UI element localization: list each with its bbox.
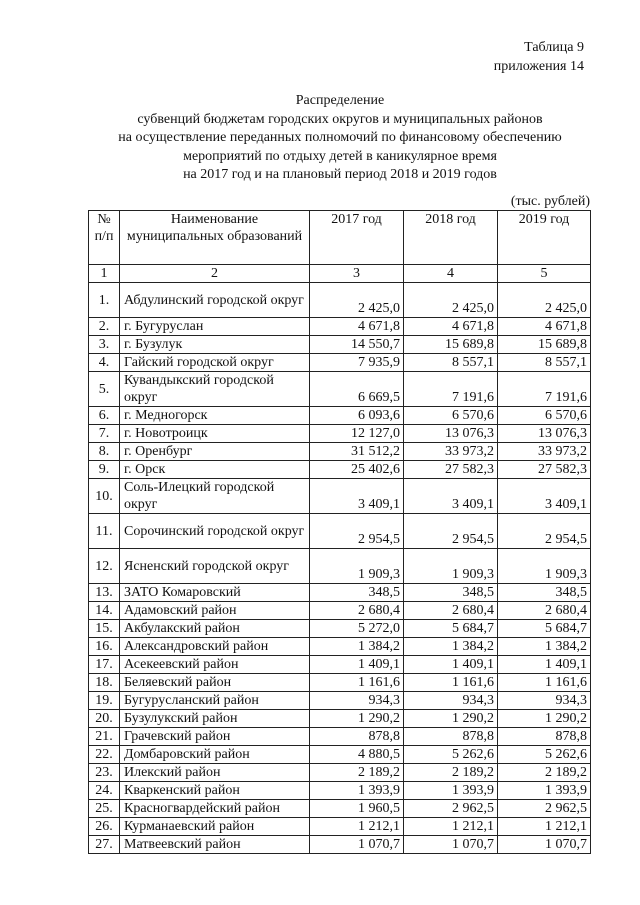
column-number-row bbox=[89, 265, 591, 283]
header-num: № п/п bbox=[89, 211, 120, 265]
municipality-name: Грачевский район bbox=[120, 728, 310, 746]
appendix-label: приложения 14 bbox=[493, 59, 584, 74]
row-number: 3. bbox=[89, 336, 120, 354]
table-row bbox=[89, 461, 591, 479]
value-2018: 5 262,6 bbox=[404, 746, 498, 764]
row-number: 2. bbox=[89, 318, 120, 336]
table-row bbox=[89, 602, 591, 620]
value-2018: 1 409,1 bbox=[404, 656, 498, 674]
row-number: 25. bbox=[89, 800, 120, 818]
table-row bbox=[89, 584, 591, 602]
table-row bbox=[89, 372, 591, 407]
value-2018: 33 973,2 bbox=[404, 443, 498, 461]
value-2018: 1 212,1 bbox=[404, 818, 498, 836]
value-2017: 4 880,5 bbox=[310, 746, 404, 764]
municipality-name: Акбулакский район bbox=[120, 620, 310, 638]
municipality-name: Бугурусланский район bbox=[120, 692, 310, 710]
value-2019: 934,3 bbox=[498, 692, 591, 710]
value-2018: 934,3 bbox=[404, 692, 498, 710]
value-2018: 1 909,3 bbox=[404, 549, 498, 584]
value-2017: 31 512,2 bbox=[310, 443, 404, 461]
table-row bbox=[89, 710, 591, 728]
table-row bbox=[89, 728, 591, 746]
table-row bbox=[89, 836, 591, 854]
value-2017: 1 960,5 bbox=[310, 800, 404, 818]
value-2019: 5 684,7 bbox=[498, 620, 591, 638]
value-2019: 4 671,8 bbox=[498, 318, 591, 336]
value-2017: 2 425,0 bbox=[310, 283, 404, 318]
row-number: 19. bbox=[89, 692, 120, 710]
value-2018: 7 191,6 bbox=[404, 372, 498, 407]
value-2017: 5 272,0 bbox=[310, 620, 404, 638]
value-2019: 2 189,2 bbox=[498, 764, 591, 782]
table-row bbox=[89, 656, 591, 674]
row-number: 24. bbox=[89, 782, 120, 800]
value-2018: 8 557,1 bbox=[404, 354, 498, 372]
value-2018: 878,8 bbox=[404, 728, 498, 746]
municipality-name: Матвеевский район bbox=[120, 836, 310, 854]
value-2017: 1 909,3 bbox=[310, 549, 404, 584]
value-2019: 13 076,3 bbox=[498, 425, 591, 443]
value-2018: 2 962,5 bbox=[404, 800, 498, 818]
row-number: 5. bbox=[89, 372, 120, 407]
value-2019: 1 212,1 bbox=[498, 818, 591, 836]
heading-line-3: на осуществление переданных полномочий по финансовому обеспечению bbox=[118, 130, 562, 145]
value-2019: 1 290,2 bbox=[498, 710, 591, 728]
heading-line-2: субвенций бюджетам городских округов и муниципальных районов bbox=[137, 111, 543, 127]
value-2019: 2 962,5 bbox=[498, 800, 591, 818]
municipality-name: Бузулукский район bbox=[120, 710, 310, 728]
value-2019: 6 570,6 bbox=[498, 407, 591, 425]
row-number: 15. bbox=[89, 620, 120, 638]
value-2017: 1 393,9 bbox=[310, 782, 404, 800]
value-2018: 1 384,2 bbox=[404, 638, 498, 656]
row-number: 10. bbox=[89, 479, 120, 514]
value-2017: 2 954,5 bbox=[310, 514, 404, 549]
municipality-name: г. Медногорск bbox=[120, 407, 310, 425]
value-2019: 1 161,6 bbox=[498, 674, 591, 692]
table-row bbox=[89, 514, 591, 549]
header-2019: 2019 год bbox=[498, 211, 591, 265]
row-number: 9. bbox=[89, 461, 120, 479]
municipality-name: Гайский городской округ bbox=[120, 354, 310, 372]
row-number: 13. bbox=[89, 584, 120, 602]
value-2018: 1 393,9 bbox=[404, 782, 498, 800]
row-number: 21. bbox=[89, 728, 120, 746]
column-number: 4 bbox=[404, 265, 498, 283]
units-note: (тыс. рублей) bbox=[510, 194, 590, 209]
row-number: 22. bbox=[89, 746, 120, 764]
value-2019: 8 557,1 bbox=[498, 354, 591, 372]
value-2018: 15 689,8 bbox=[404, 336, 498, 354]
table-row bbox=[89, 318, 591, 336]
row-number: 6. bbox=[89, 407, 120, 425]
value-2017: 2 189,2 bbox=[310, 764, 404, 782]
value-2019: 7 191,6 bbox=[498, 372, 591, 407]
value-2017: 348,5 bbox=[310, 584, 404, 602]
value-2017: 878,8 bbox=[310, 728, 404, 746]
table-row bbox=[89, 818, 591, 836]
heading-line-4: мероприятий по отдыху детей в каникулярное время bbox=[183, 148, 497, 164]
value-2019: 1 409,1 bbox=[498, 656, 591, 674]
value-2019: 1 909,3 bbox=[498, 549, 591, 584]
value-2018: 4 671,8 bbox=[404, 318, 498, 336]
value-2017: 1 409,1 bbox=[310, 656, 404, 674]
municipality-name: г. Новотроицк bbox=[120, 425, 310, 443]
value-2019: 2 680,4 bbox=[498, 602, 591, 620]
municipality-name: Абдулинский городской округ bbox=[120, 283, 310, 318]
table-row bbox=[89, 620, 591, 638]
value-2018: 2 189,2 bbox=[404, 764, 498, 782]
value-2018: 5 684,7 bbox=[404, 620, 498, 638]
value-2019: 1 070,7 bbox=[498, 836, 591, 854]
table-row bbox=[89, 549, 591, 584]
row-number: 17. bbox=[89, 656, 120, 674]
municipality-name: Домбаровский район bbox=[120, 746, 310, 764]
value-2019: 2 425,0 bbox=[498, 283, 591, 318]
value-2017: 1 161,6 bbox=[310, 674, 404, 692]
table-row bbox=[89, 782, 591, 800]
value-2017: 934,3 bbox=[310, 692, 404, 710]
value-2017: 1 070,7 bbox=[310, 836, 404, 854]
table-row bbox=[89, 283, 591, 318]
value-2018: 6 570,6 bbox=[404, 407, 498, 425]
value-2017: 1 290,2 bbox=[310, 710, 404, 728]
municipality-name: Беляевский район bbox=[120, 674, 310, 692]
municipality-name: Сорочинский городской округ bbox=[120, 514, 310, 549]
row-number: 18. bbox=[89, 674, 120, 692]
municipality-name: Кваркенский район bbox=[120, 782, 310, 800]
row-number: 4. bbox=[89, 354, 120, 372]
value-2018: 2 425,0 bbox=[404, 283, 498, 318]
column-number: 2 bbox=[120, 265, 310, 283]
value-2019: 27 582,3 bbox=[498, 461, 591, 479]
table-row bbox=[89, 443, 591, 461]
value-2017: 4 671,8 bbox=[310, 318, 404, 336]
municipality-name: Илекский район bbox=[120, 764, 310, 782]
table-row bbox=[89, 638, 591, 656]
municipality-name: Ясненский городской округ bbox=[120, 549, 310, 584]
value-2018: 2 680,4 bbox=[404, 602, 498, 620]
value-2018: 3 409,1 bbox=[404, 479, 498, 514]
column-number: 5 bbox=[498, 265, 591, 283]
municipality-name: г. Бузулук bbox=[120, 336, 310, 354]
value-2018: 1 161,6 bbox=[404, 674, 498, 692]
value-2017: 12 127,0 bbox=[310, 425, 404, 443]
value-2018: 348,5 bbox=[404, 584, 498, 602]
heading-line-5: на 2017 год и на плановый период 2018 и 2019 годов bbox=[183, 167, 497, 182]
table-row bbox=[89, 746, 591, 764]
municipality-name: Адамовский район bbox=[120, 602, 310, 620]
municipality-name: Красногвардейский район bbox=[120, 800, 310, 818]
value-2018: 13 076,3 bbox=[404, 425, 498, 443]
value-2019: 15 689,8 bbox=[498, 336, 591, 354]
row-number: 1. bbox=[89, 283, 120, 318]
value-2017: 25 402,6 bbox=[310, 461, 404, 479]
table-row bbox=[89, 354, 591, 372]
value-2018: 1 290,2 bbox=[404, 710, 498, 728]
value-2018: 1 070,7 bbox=[404, 836, 498, 854]
row-number: 26. bbox=[89, 818, 120, 836]
value-2018: 27 582,3 bbox=[404, 461, 498, 479]
value-2019: 1 393,9 bbox=[498, 782, 591, 800]
row-number: 14. bbox=[89, 602, 120, 620]
table-row bbox=[89, 425, 591, 443]
value-2019: 878,8 bbox=[498, 728, 591, 746]
attachment-reference bbox=[494, 38, 584, 76]
value-2017: 1 212,1 bbox=[310, 818, 404, 836]
municipality-name: Александровский район bbox=[120, 638, 310, 656]
value-2017: 6 093,6 bbox=[310, 407, 404, 425]
value-2019: 1 384,2 bbox=[498, 638, 591, 656]
table-row bbox=[89, 407, 591, 425]
row-number: 8. bbox=[89, 443, 120, 461]
municipality-name: Асекеевский район bbox=[120, 656, 310, 674]
header-row bbox=[89, 211, 591, 265]
table-row bbox=[89, 800, 591, 818]
value-2018: 2 954,5 bbox=[404, 514, 498, 549]
row-number: 27. bbox=[89, 836, 120, 854]
distribution-table bbox=[88, 210, 591, 854]
value-2019: 348,5 bbox=[498, 584, 591, 602]
row-number: 20. bbox=[89, 710, 120, 728]
row-number: 16. bbox=[89, 638, 120, 656]
header-2018: 2018 год bbox=[404, 211, 498, 265]
value-2017: 7 935,9 bbox=[310, 354, 404, 372]
municipality-name: Соль-Илецкий городской округ bbox=[120, 479, 310, 514]
row-number: 11. bbox=[89, 514, 120, 549]
municipality-name: Курманаевский район bbox=[120, 818, 310, 836]
table-row bbox=[89, 674, 591, 692]
value-2019: 3 409,1 bbox=[498, 479, 591, 514]
value-2019: 33 973,2 bbox=[498, 443, 591, 461]
document-heading bbox=[60, 92, 620, 185]
row-number: 7. bbox=[89, 425, 120, 443]
value-2017: 3 409,1 bbox=[310, 479, 404, 514]
municipality-name: г. Орск bbox=[120, 461, 310, 479]
value-2019: 2 954,5 bbox=[498, 514, 591, 549]
municipality-name: г. Оренбург bbox=[120, 443, 310, 461]
table-row bbox=[89, 692, 591, 710]
value-2017: 6 669,5 bbox=[310, 372, 404, 407]
column-number: 3 bbox=[310, 265, 404, 283]
value-2017: 1 384,2 bbox=[310, 638, 404, 656]
column-number: 1 bbox=[89, 265, 120, 283]
municipality-name: ЗАТО Комаровский bbox=[120, 584, 310, 602]
value-2017: 2 680,4 bbox=[310, 602, 404, 620]
header-name: Наименование муниципальных образований bbox=[120, 211, 310, 265]
table-row bbox=[89, 336, 591, 354]
table-row bbox=[89, 764, 591, 782]
heading-line-1: Распределение bbox=[295, 93, 385, 108]
row-number: 12. bbox=[89, 549, 120, 584]
table-row bbox=[89, 479, 591, 514]
header-2017: 2017 год bbox=[310, 211, 404, 265]
table-label: Таблица 9 bbox=[524, 40, 584, 55]
municipality-name: г. Бугуруслан bbox=[120, 318, 310, 336]
row-number: 23. bbox=[89, 764, 120, 782]
municipality-name: Кувандыкский городской округ bbox=[120, 372, 310, 407]
value-2019: 5 262,6 bbox=[498, 746, 591, 764]
value-2017: 14 550,7 bbox=[310, 336, 404, 354]
